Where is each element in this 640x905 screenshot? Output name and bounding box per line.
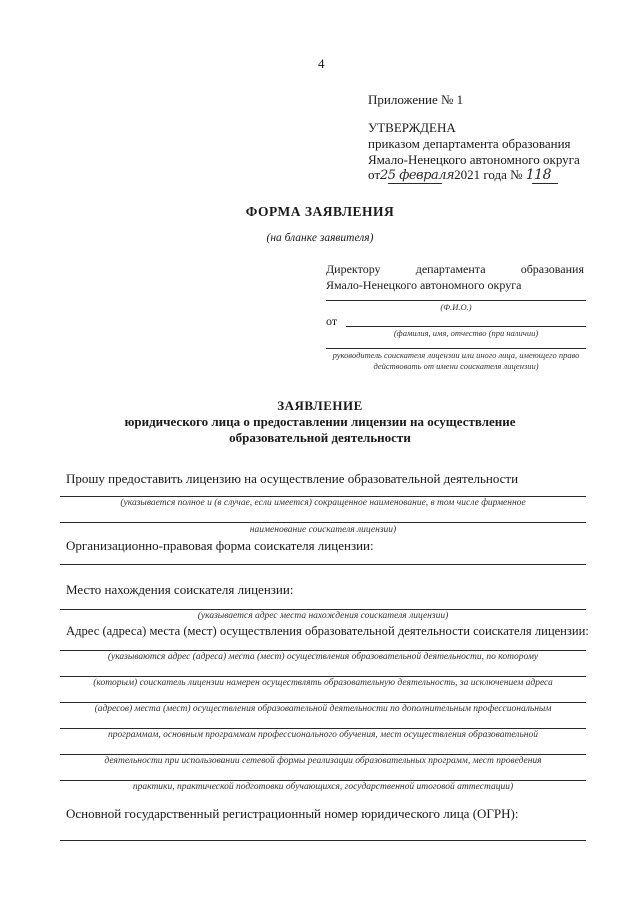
date-underline — [388, 183, 442, 184]
statement-subtitle-line2: образовательной деятельности — [229, 430, 411, 445]
fio-hint: (Ф.И.О.) — [440, 302, 472, 312]
form-subtitle: (на бланке заявителя) — [266, 232, 374, 244]
fio-line — [326, 300, 586, 301]
approved-label: УТВЕРЖДЕНА — [368, 120, 456, 135]
statement-title: ЗАЯВЛЕНИЕ — [277, 398, 363, 413]
number-underline — [532, 183, 558, 184]
form-title: ФОРМА ЗАЯВЛЕНИЯ — [245, 204, 395, 219]
address-line4[interactable] — [60, 728, 586, 729]
appendix-label: Приложение № 1 — [368, 92, 464, 107]
rep-hint2: действовать от имени соискателя лицензии) — [373, 361, 539, 371]
handwritten-number: 118 — [525, 167, 551, 183]
location-hint: (указывается адрес места нахождения соискателя лицензии) — [197, 611, 449, 621]
address-hint2: (которым) соискатель лицензии намерен осуществлять образовательную деятельность, за исключением адреса — [93, 678, 553, 688]
addressee-word1: Директору — [326, 262, 381, 276]
from-line — [346, 326, 586, 327]
addressee-line2: Ямало-Ненецкого автономного округа — [326, 278, 522, 292]
date-prefix: от — [368, 167, 381, 182]
rep-hint1: руководитель соискателя лицензии или иного лица, имеющего право — [332, 350, 580, 360]
ogrn-line[interactable] — [60, 840, 586, 841]
from-label: от — [326, 314, 338, 328]
address-line6[interactable] — [60, 780, 586, 781]
address-line1[interactable] — [60, 650, 586, 651]
address-line5[interactable] — [60, 754, 586, 755]
org-form-label: Организационно-правовая форма соискателя лицензии: — [66, 538, 374, 553]
address-hint4: программам, основным программам профессионального обучения, мест осуществления образовательной — [107, 730, 538, 740]
request-text: Прошу предоставить лицензию на осуществление образовательной деятельности — [66, 471, 519, 486]
from-hint: (фамилия, имя, отчество (при наличии) — [393, 328, 539, 338]
org-form-line[interactable] — [60, 564, 586, 565]
addressee-word2: департамента — [415, 262, 486, 276]
addressee-line1 — [326, 261, 584, 277]
location-line[interactable] — [60, 609, 586, 610]
address-hint5: деятельности при использовании сетевой формы реализации образовательных программ, мест проведения — [104, 756, 542, 766]
approved-by-line1: приказом департамента образования — [368, 136, 571, 151]
addressee-word3: образования — [520, 262, 584, 276]
address-hint6: практики, практической подготовки обучающихся, государственной итоговой аттестации) — [132, 782, 514, 792]
approved-by-line2: Ямало-Ненецкого автономного округа — [368, 152, 580, 167]
statement-subtitle-line1: юридического лица о предоставлении лицензии на осуществление — [124, 414, 516, 429]
name-hint1: (указывается полное и (в случае, если имеется) сокращенное наименование, в том числе фирменное — [120, 498, 526, 508]
handwritten-date: 25 февраля — [380, 168, 455, 183]
address-line3[interactable] — [60, 702, 586, 703]
page-number: 4 — [318, 56, 325, 71]
ogrn-label: Основной государственный регистрационный номер юридического лица (ОГРН): — [66, 806, 519, 821]
address-line2[interactable] — [60, 676, 586, 677]
address-hint1: (указываются адрес (адреса) места (мест) осуществления образовательной деятельности, по которому — [107, 652, 539, 662]
date-suffix: 2021 года № — [454, 167, 523, 182]
name-line2[interactable] — [60, 522, 586, 523]
location-label: Место нахождения соискателя лицензии: — [66, 582, 294, 597]
approval-date-line — [368, 167, 551, 184]
address-label: Адрес (адреса) места (мест) осуществления образовательной деятельности соискателя лицензии: — [66, 624, 589, 638]
address-hint3: (адресов) места (мест) осуществления образовательной деятельности по дополнительным профессиональным — [94, 704, 552, 714]
rep-line — [326, 348, 586, 349]
name-hint2: наименование соискателя лицензии) — [249, 525, 397, 535]
name-line1[interactable] — [60, 496, 586, 497]
